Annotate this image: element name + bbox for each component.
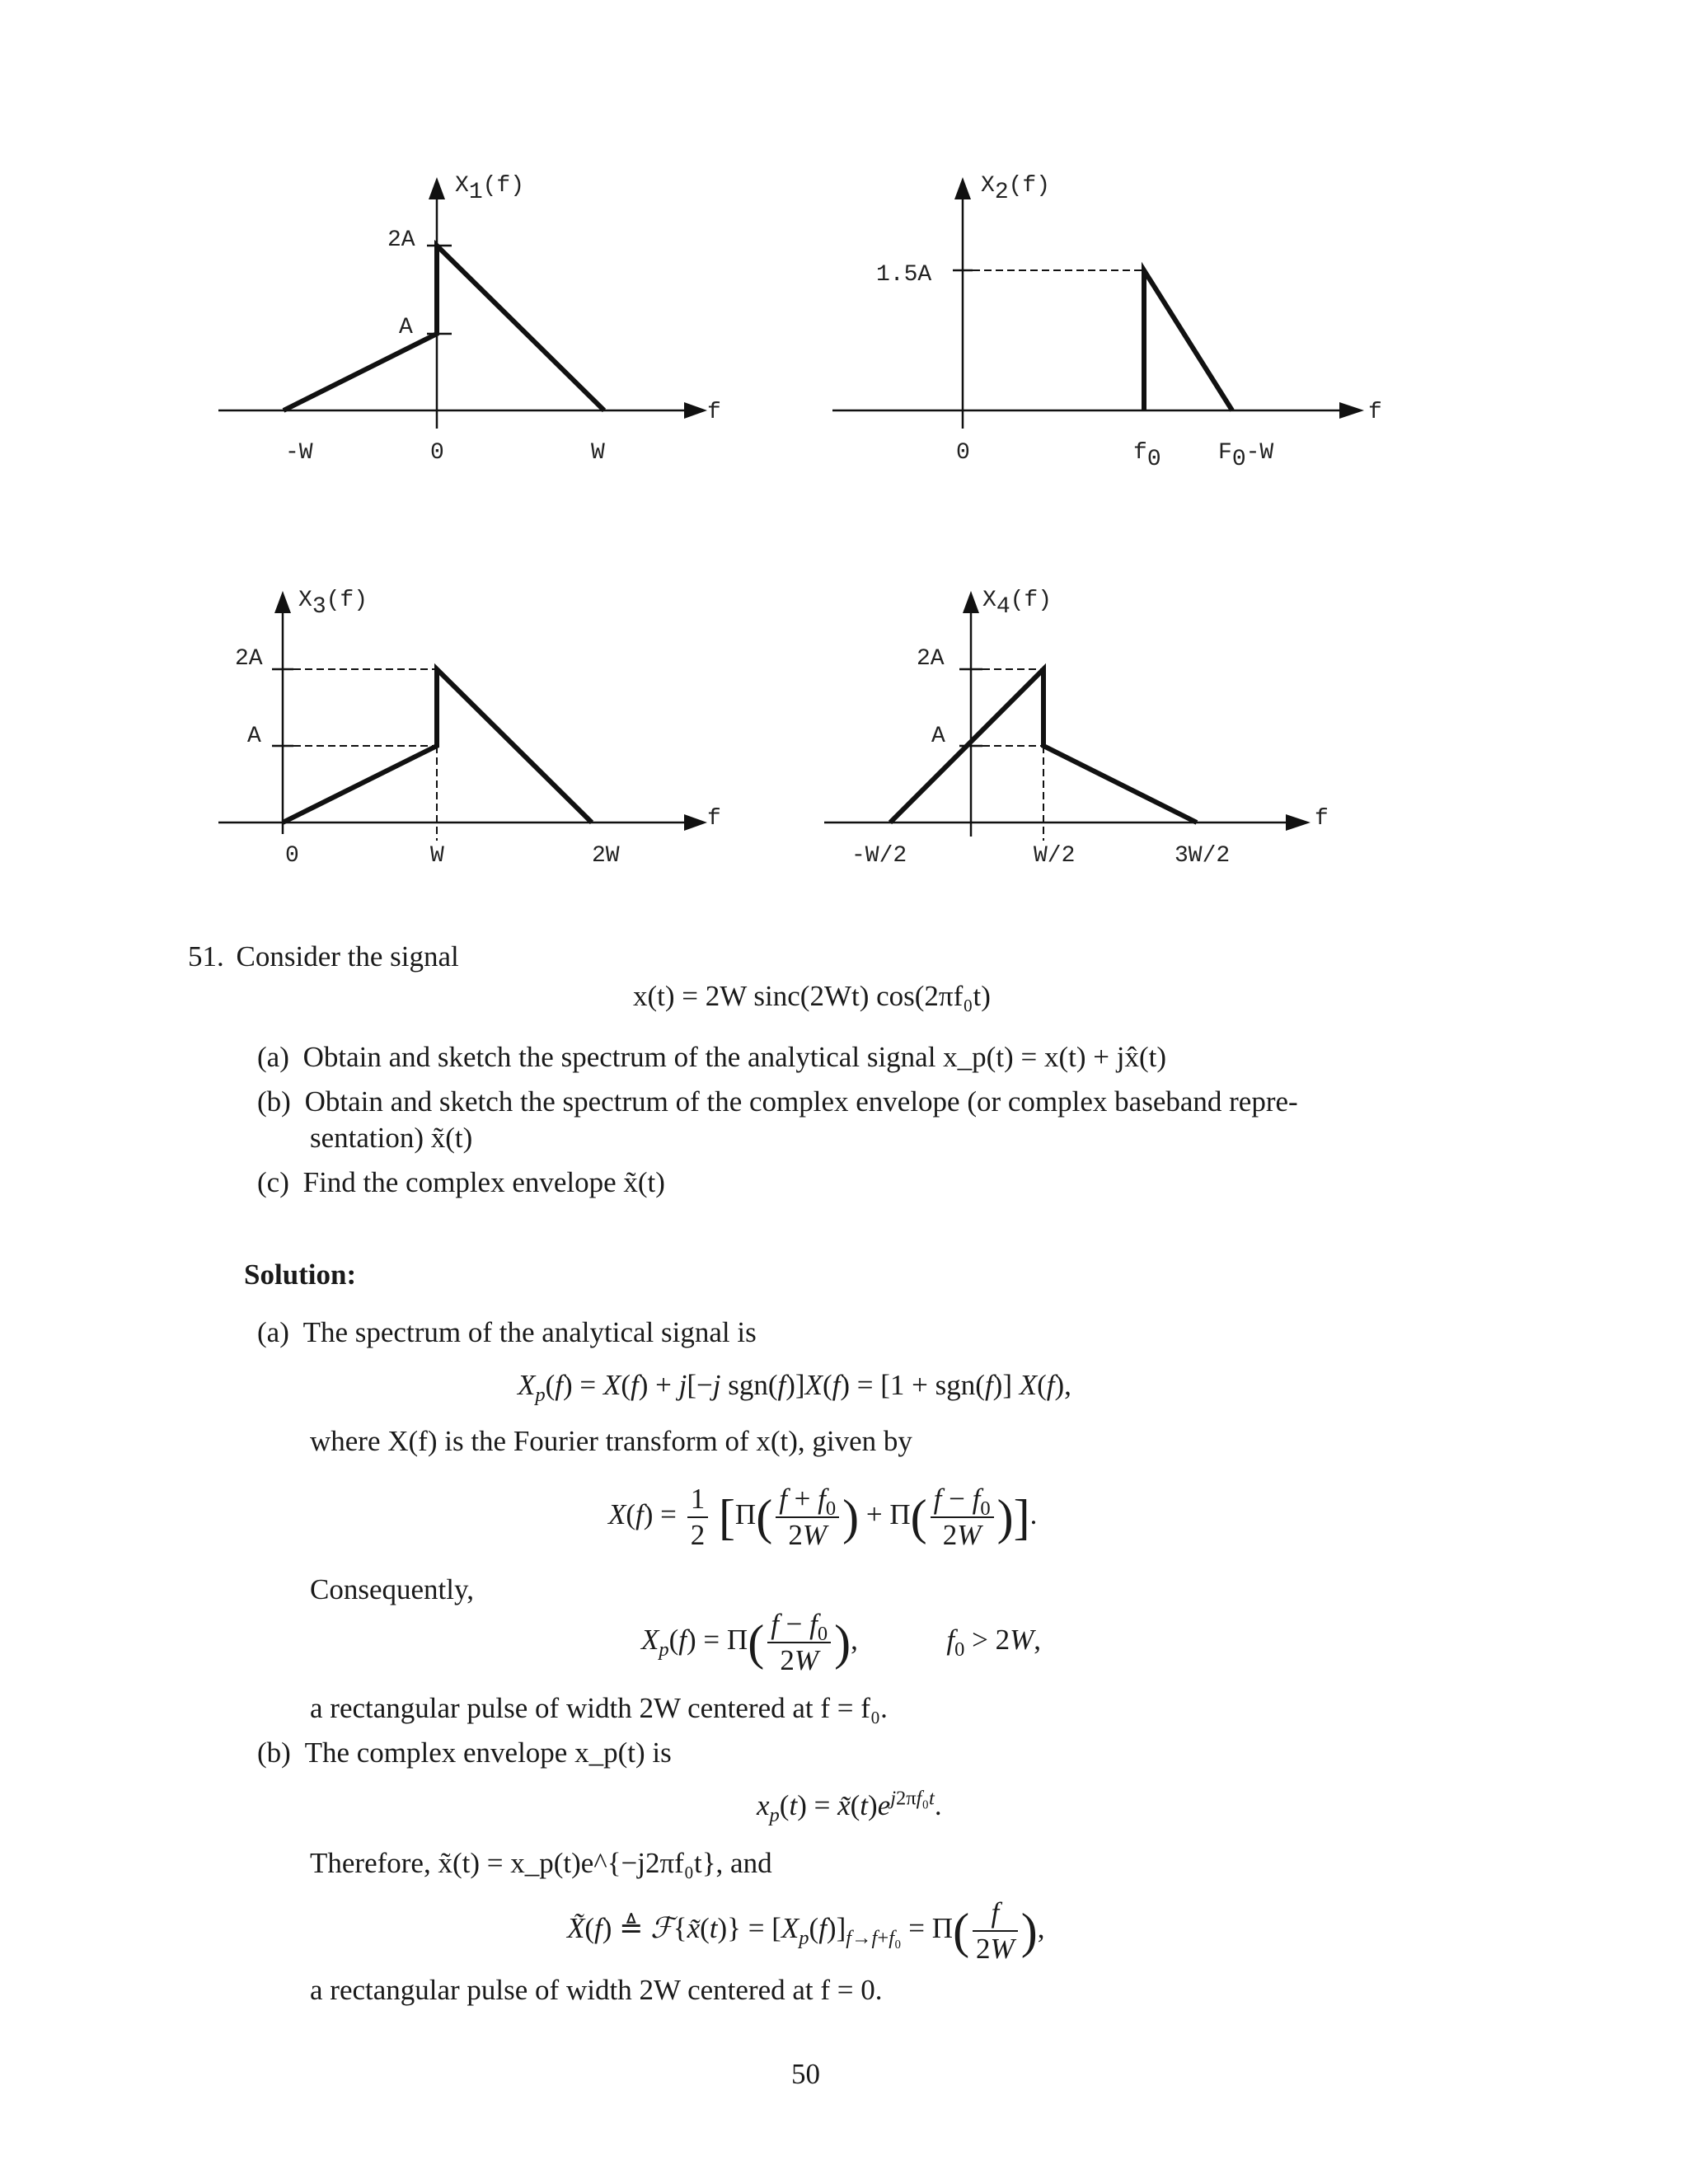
x2-title: X2(f) (981, 173, 1051, 205)
analytic-spectrum-equation: $X_p(f) = X(f) + j[-j$ sgn(f)]X(f) = [1 + sgn(f)] X(f), (518, 1369, 1071, 1406)
x3-axis-label: f (707, 806, 721, 832)
x1-axis-label: f (707, 400, 721, 425)
x4-xlabel-neg-w2: -W/2 (851, 843, 907, 869)
problem-part-b-label: (b) (257, 1085, 291, 1118)
x3-xlabel-2w: 2W (592, 843, 620, 869)
solution-part-a-label: (a) (257, 1316, 289, 1348)
problem-part-b (257, 1085, 1298, 1119)
problem-part-b-text: Obtain and sketch the spectrum of the complex envelope (or complex baseband repre- (304, 1085, 1298, 1118)
figure-x4 (824, 588, 1329, 869)
rect-pulse-a-text: a rectangular pulse of width 2W centered at f = f₀. (310, 1692, 888, 1724)
x1-ylabel-2a: 2A (387, 227, 415, 253)
x4-axis-label: f (1315, 806, 1329, 832)
x1-curve (284, 246, 604, 410)
x3-ylabel-a: A (247, 724, 261, 749)
figure-x1 (218, 173, 721, 466)
x2-curve (1144, 270, 1232, 410)
x1-xlabel-neg-w: -W (285, 440, 313, 466)
solution-part-a-text: The spectrum of the analytical signal is (302, 1316, 757, 1348)
signal-equation: x(t) = 2W sinc(2Wt) cos(2πf₀t) (633, 980, 991, 1012)
x4-xlabel-w2: W/2 (1034, 843, 1076, 869)
x2-xlabel-f0: f0 (1133, 440, 1161, 472)
x4-xlabel-3w2: 3W/2 (1175, 843, 1231, 869)
figure-x3 (218, 588, 721, 869)
x4-ylabel-2a: 2A (917, 646, 945, 672)
rect-pulse-b-text: a rectangular pulse of width 2W centered at f = 0. (310, 1974, 883, 2006)
x4-ylabel-a: A (931, 724, 945, 749)
therefore-text: Therefore, x̃(t) = x_p(t)e^{−j2πf₀t}, and (310, 1847, 772, 1879)
solution-heading: Solution: (244, 1258, 357, 1291)
solution-part-a (257, 1315, 757, 1350)
problem-part-c (257, 1165, 665, 1200)
x1-title: X1(f) (455, 173, 525, 205)
x3-ylabel-2a: 2A (235, 646, 263, 672)
solution-part-b-label: (b) (257, 1736, 291, 1769)
x2-axis-label: f (1368, 400, 1382, 425)
problem-part-a-text: Obtain and sketch the spectrum of the analytical signal x_p(t) = x(t) + jx̂(t) (302, 1041, 1166, 1073)
page-number: 50 (791, 2058, 820, 2090)
problem-part-c-label: (c) (257, 1166, 289, 1198)
problem-part-a (257, 1040, 1166, 1075)
figure-x2 (832, 173, 1382, 472)
problem-intro-text: Consider the signal (236, 940, 459, 972)
problem-part-a-label: (a) (257, 1041, 289, 1073)
problem-part-b-cont: sentation) x̃(t) (310, 1122, 473, 1154)
problem-number: 51. (188, 940, 224, 972)
xp-result-equation: $X_p(f) = \Pi$( $\frac{f - f_0}{2W}$ ), $f_0 > 2W$, (641, 1608, 1042, 1676)
x1-ylabel-a: A (399, 315, 413, 340)
problem-part-c-text: Find the complex envelope x̃(t) (302, 1166, 665, 1198)
x1-xlabel-0: 0 (430, 440, 444, 466)
spectrum-figures (0, 0, 1688, 923)
x3-title: X3(f) (298, 588, 368, 620)
consequently-text: Consequently, (310, 1573, 474, 1605)
where-text: where X(f) is the Fourier transform of x(t), given by (310, 1425, 912, 1457)
solution-part-b (257, 1736, 672, 1770)
problem-intro (188, 940, 459, 974)
baseband-spectrum-equation: X̃(f) ≜ ℱ{x̃(t)} = $[X_p(f)]_{f\to f+f_0} = \Pi$( $\frac{f}{2W}$ ), (567, 1896, 1045, 1965)
solution-part-b-text: The complex envelope x_p(t) is (304, 1736, 672, 1769)
x4-title: X4(f) (982, 588, 1053, 620)
x2-xlabel-0: 0 (956, 440, 970, 466)
x3-xlabel-0: 0 (285, 843, 299, 869)
x2-ylabel-1.5a: 1.5A (876, 262, 932, 288)
x1-xlabel-w: W (591, 440, 605, 466)
fourier-transform-equation: X(f) = $\frac{1}{2}$ [Π( $\frac{f + f_0}{2W}$ ) + Π( $\frac{f - f_0}{2W}$ )]. (608, 1483, 1038, 1551)
x2-xlabel-f0-w: F0-W (1218, 440, 1274, 472)
complex-envelope-equation: $x_p(t)$ = $x̃(t)e^{j2\pi f_0t}$. (757, 1787, 942, 1826)
x3-xlabel-w: W (430, 843, 444, 869)
